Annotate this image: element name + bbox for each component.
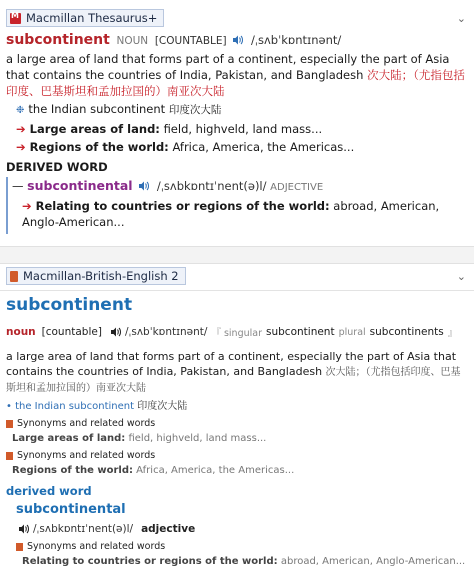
syn-label: Relating to countries or regions of the world: xyxy=(22,556,278,567)
synonyms-heading[interactable] xyxy=(6,450,468,461)
speaker-icon[interactable] xyxy=(139,181,150,191)
thesaurus-definition-en: a large area of land that forms part of a continent, especially the part of Asia that contains the countries of India, Pakistan, and Bangladesh xyxy=(6,52,450,82)
british-header[interactable] xyxy=(6,266,468,286)
chevron-down-icon[interactable]: ⌄ xyxy=(456,270,466,283)
derived-pos: ADJECTIVE xyxy=(270,182,324,193)
british-derived-pron-row xyxy=(6,523,468,535)
derived-synonyms-group[interactable] xyxy=(6,556,468,567)
british-example-en: • the Indian subcontinent xyxy=(6,401,135,412)
derived-word-title: DERIVED WORD xyxy=(6,160,108,174)
british-example-zh: 印度次大陆 xyxy=(137,401,188,412)
derived-word-block xyxy=(6,177,468,234)
thesaurus-header[interactable] xyxy=(6,8,468,28)
relation-label: Relating to countries or regions of the world: xyxy=(35,199,330,213)
british-ipa: /ˌsʌbˈkɒntɪnənt/ xyxy=(124,326,208,338)
relation-words[interactable]: field, highveld, land mass... xyxy=(163,122,323,136)
thesaurus-headword: subcontinent xyxy=(6,32,110,48)
derived-relation[interactable] xyxy=(12,198,468,230)
thesaurus-definition-zh: 次大陆；（尤指包括印度、巴基斯坦和孟加拉国的）南亚次大陆 xyxy=(6,68,465,98)
british-definition-en: a large area of land that forms part of a continent, especially the part of Asia that contains the countries of India, Pakistan, and Bangladesh xyxy=(6,350,457,378)
snowflake-icon: ❉ xyxy=(16,105,25,116)
synonyms-book-icon xyxy=(16,543,23,551)
relation-label: Large areas of land: xyxy=(29,122,160,136)
header-divider xyxy=(0,290,474,291)
relation-words[interactable]: Africa, America, the Americas... xyxy=(172,140,355,154)
derived-synonyms-heading[interactable] xyxy=(6,541,468,552)
speaker-icon[interactable] xyxy=(19,524,30,534)
british-pos: noun xyxy=(6,326,36,338)
singular-form: subcontinent xyxy=(266,326,335,338)
synonyms-group-2[interactable] xyxy=(6,465,468,476)
book-icon xyxy=(10,271,18,282)
thesaurus-relation-2[interactable] xyxy=(6,139,468,155)
british-pos-row xyxy=(6,325,468,339)
syn-words[interactable]: abroad, American, Anglo-American... xyxy=(280,556,466,567)
british-headword: subcontinent xyxy=(6,295,133,315)
arrow-right-icon: ➔ xyxy=(16,140,26,154)
forms-open: 『 singular xyxy=(211,328,263,339)
macmillan-book-icon xyxy=(10,13,21,24)
synonyms-book-icon xyxy=(6,452,13,460)
derived-dash: — xyxy=(12,179,24,193)
relation-label: Regions of the world: xyxy=(29,140,169,154)
thesaurus-badge[interactable] xyxy=(6,9,164,27)
synonyms-book-icon xyxy=(6,420,13,428)
plural-form: subcontinents xyxy=(369,326,444,338)
british-derived-title: derived word xyxy=(6,484,92,498)
british-panel xyxy=(0,266,474,567)
synonyms-heading-label: Synonyms and related words xyxy=(17,418,156,429)
arrow-right-icon: ➔ xyxy=(16,122,26,136)
synonyms-group-1[interactable] xyxy=(6,433,468,444)
british-dict-name: Macmillan-British-English 2 xyxy=(23,269,179,283)
british-definition-zh: 次大陆；（尤指包括印度、巴基斯坦和孟加拉国的）南亚次大陆 xyxy=(6,367,461,394)
british-derived-pos: adjective xyxy=(141,523,196,535)
british-derived-ipa: /ˌsʌbkɒntɪˈnent(ə)l/ xyxy=(33,523,134,535)
thesaurus-example-zh: 印度次大陆 xyxy=(168,104,222,116)
synonyms-heading[interactable] xyxy=(6,418,468,429)
thesaurus-grammar: [COUNTABLE] xyxy=(154,35,227,47)
speaker-icon[interactable] xyxy=(233,35,244,45)
syn-label: Regions of the world: xyxy=(12,465,133,476)
thesaurus-relation-1[interactable] xyxy=(6,121,468,137)
thesaurus-panel xyxy=(0,8,474,234)
arrow-right-icon: ➔ xyxy=(22,199,32,213)
british-entry xyxy=(0,295,474,567)
relation-words[interactable]: abroad, American, Anglo-American... xyxy=(22,199,440,229)
british-example xyxy=(6,397,468,412)
british-badge[interactable] xyxy=(6,267,186,285)
thesaurus-example xyxy=(6,101,468,119)
syn-label: Large areas of land: xyxy=(12,433,126,444)
syn-words[interactable]: field, highveld, land mass... xyxy=(128,433,267,444)
plural-label: plural xyxy=(338,326,366,338)
speaker-icon[interactable] xyxy=(111,327,122,337)
thesaurus-pos: NOUN xyxy=(116,35,149,47)
syn-words[interactable]: Africa, America, the Americas... xyxy=(136,465,295,476)
derived-word[interactable]: subcontinental xyxy=(27,178,133,193)
panel-separator xyxy=(0,246,474,264)
synonyms-heading-label: Synonyms and related words xyxy=(17,450,156,461)
thesaurus-ipa: /ˌsʌbˈkɒntɪnənt/ xyxy=(250,33,342,47)
british-definition xyxy=(6,349,468,396)
forms-close: 』 xyxy=(447,328,458,339)
british-grammar: [countable] xyxy=(41,326,102,338)
thesaurus-entry xyxy=(0,32,474,234)
thesaurus-dict-name: Macmillan Thesaurus+ xyxy=(26,11,158,25)
thesaurus-example-en: the Indian subcontinent xyxy=(28,102,166,116)
derived-ipa: /ˌsʌbkɒntɪˈnent(ə)l/ xyxy=(156,179,267,193)
chevron-down-icon[interactable]: ⌄ xyxy=(456,12,466,25)
british-derived-word[interactable]: subcontinental xyxy=(16,502,126,517)
synonyms-heading-label: Synonyms and related words xyxy=(27,541,166,552)
